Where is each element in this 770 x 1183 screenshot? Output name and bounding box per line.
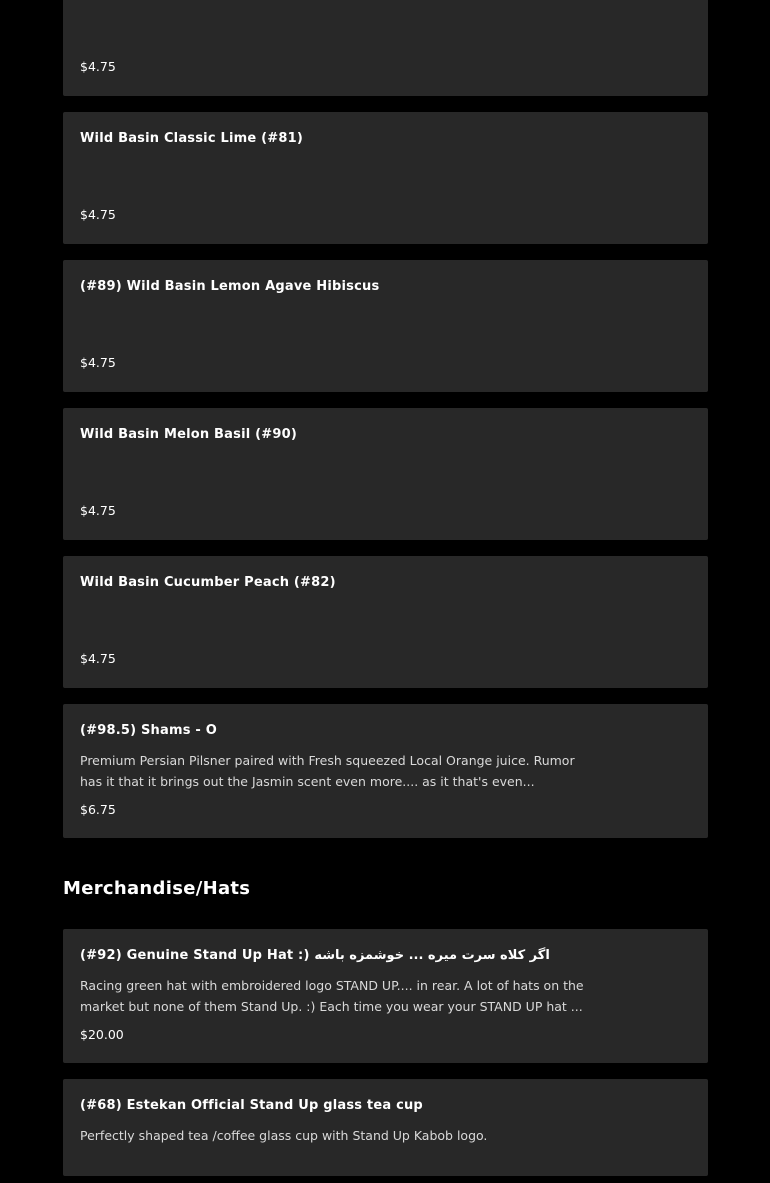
- menu-item-card[interactable]: [63, 704, 708, 838]
- item-title: (#68) Estekan Official Stand Up glass tea cup: [80, 1098, 423, 1113]
- item-description: Racing green hat with embroidered logo STAND UP.... in rear. A lot of hats on the market but none of them Stand Up. :) Each time you wear your STAND UP hat ...: [80, 978, 584, 1014]
- item-price: $4.75: [80, 503, 116, 518]
- menu-item-card[interactable]: [63, 112, 708, 244]
- item-description: Premium Persian Pilsner paired with Fresh squeezed Local Orange juice. Rumor has it that it brings out the Jasmin scent even more.... as it that's even...: [80, 753, 575, 789]
- item-price: $4.75: [80, 651, 116, 666]
- section-title: Merchandise/Hats: [63, 878, 251, 899]
- item-title: (#89) Wild Basin Lemon Agave Hibiscus: [80, 279, 380, 294]
- menu-item-card[interactable]: [63, 408, 708, 540]
- item-price: $4.75: [80, 59, 116, 74]
- item-description: Perfectly shaped tea /coffee glass cup with Stand Up Kabob logo.: [80, 1128, 488, 1143]
- menu-item-card[interactable]: [63, 260, 708, 392]
- item-price: $20.00: [80, 1027, 124, 1042]
- item-title: Wild Basin Classic Lime (#81): [80, 131, 303, 146]
- item-price: $4.75: [80, 355, 116, 370]
- item-title: (#92) Genuine Stand Up Hat :) اگر کلاه سرت میره ... خوشمزه باشه: [80, 948, 550, 963]
- item-price: $6.75: [80, 802, 116, 817]
- menu-item-card[interactable]: [63, 1079, 708, 1176]
- item-title: Wild Basin Melon Basil (#90): [80, 427, 297, 442]
- menu-item-card[interactable]: [63, 929, 708, 1063]
- menu-item-card[interactable]: [63, 0, 708, 96]
- menu-item-card[interactable]: [63, 556, 708, 688]
- item-title: (#98.5) Shams - O: [80, 723, 217, 738]
- item-title: Wild Basin Cucumber Peach (#82): [80, 575, 336, 590]
- item-price: $4.75: [80, 207, 116, 222]
